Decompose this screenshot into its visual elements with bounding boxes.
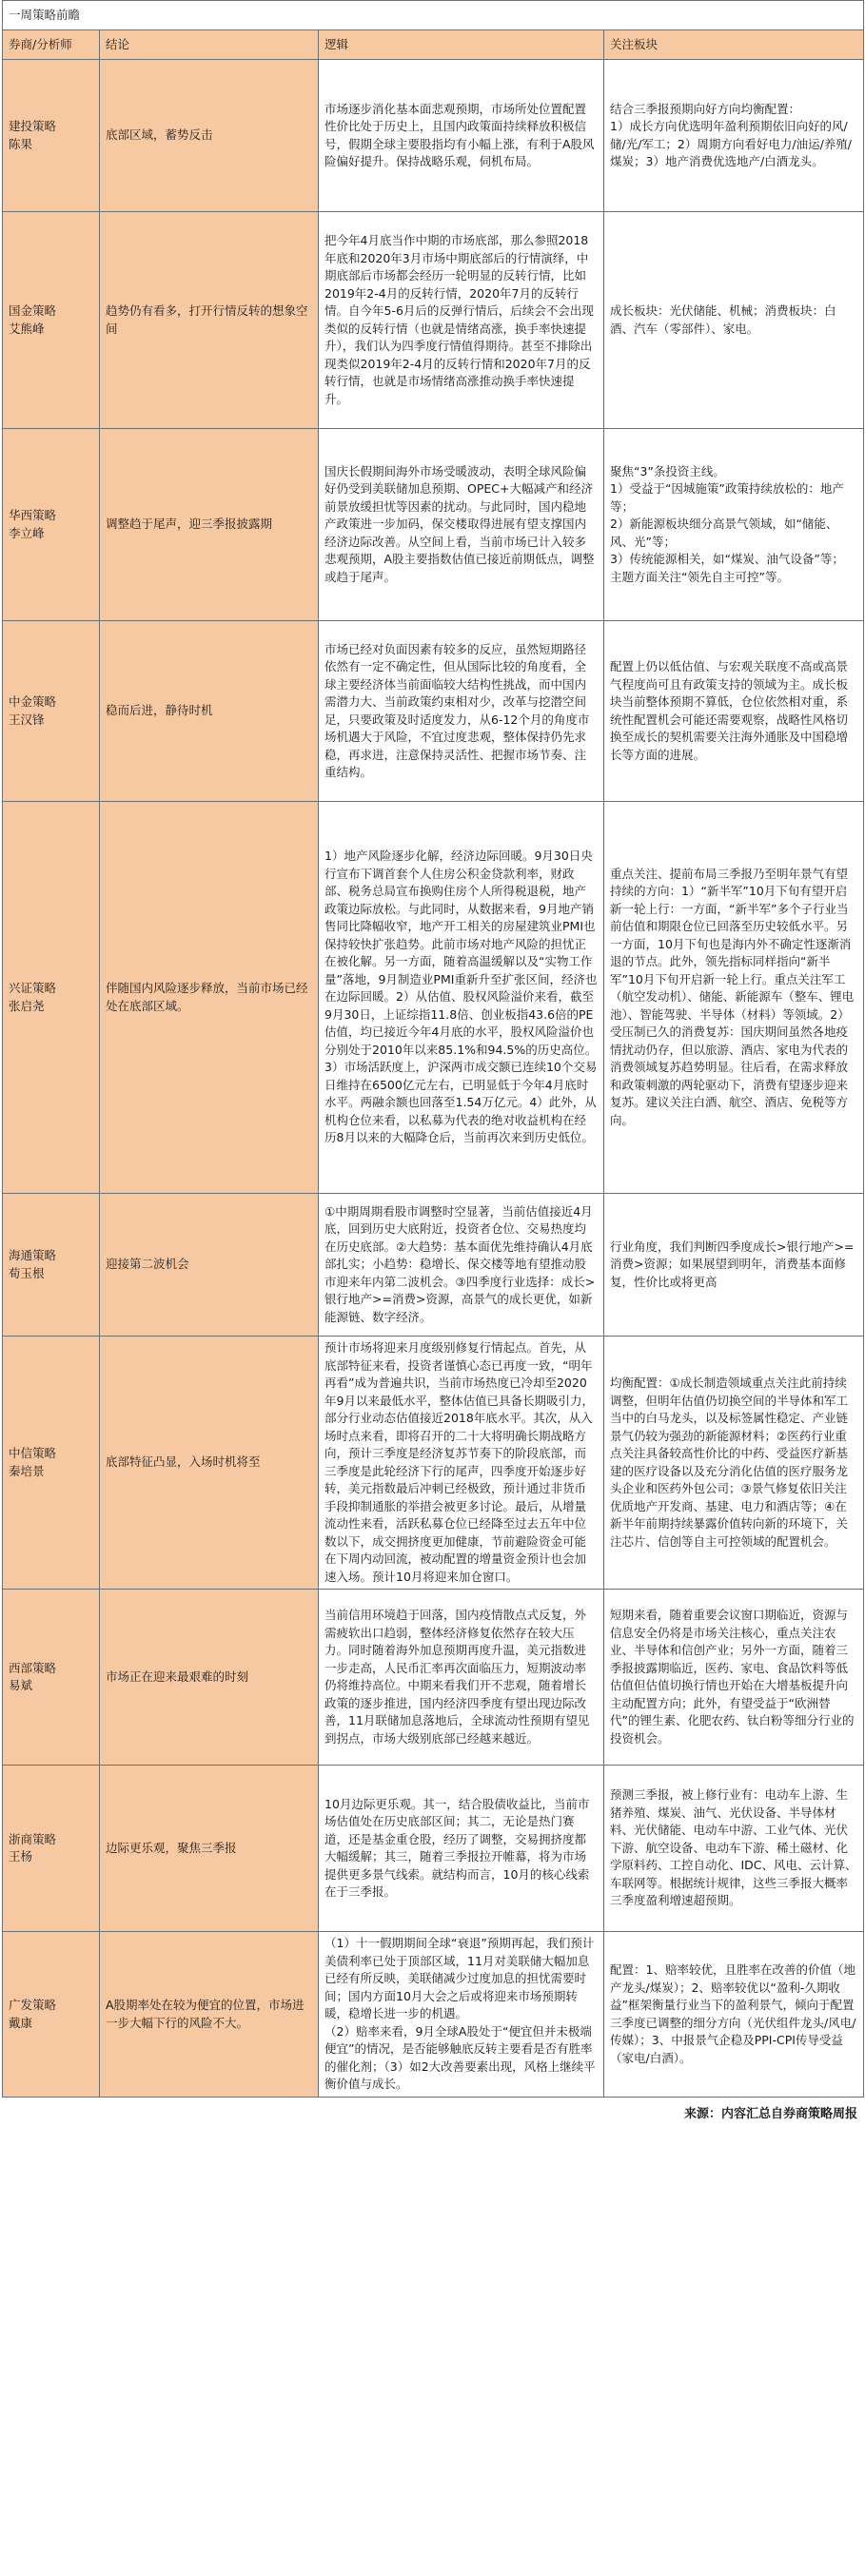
broker-cell	[3, 1766, 100, 1932]
table-row	[3, 1337, 864, 1590]
table-body	[3, 60, 864, 2098]
focus-cell	[604, 60, 864, 212]
focus-cell-text: 聚焦“3”条投资主线。 1）受益于“因城施策”政策持续放松的：地产等； 2）新能源板块细分高景气领域，如“储能、风、光”等； 3）传统能源相关，如“煤炭、油气设备”等； 主题方面关注“领先自主可控”等。	[610, 463, 844, 584]
conclusion-cell	[100, 1337, 319, 1590]
focus-cell-text: 行业角度，我们判断四季度成长>银行地产>=消费>资源；如果展望到明年，消费基本面修复，性价比或将更高	[610, 1239, 855, 1289]
logic-cell-text: ①中期周期看股市调整时空显著，当前估值接近4月底，回到历史大底附近，投资者仓位、交易热度均在历史底部。②大趋势：基本面优先维持确认4月底部扎实；小趋势：稳增长、保交楼等地有望推动股市迎来年内第二波机会。③四季度行业选择：成长>银行地产>=消费>资源，高景气的成长更优，如新能源链、数字经济。	[324, 1203, 596, 1324]
conclusion-cell	[100, 212, 319, 429]
conclusion-cell-text: 伴随国内风险逐步释放，当前市场已经处在底部区域。	[106, 981, 308, 1013]
table-title-row	[3, 1, 864, 30]
broker-cell-text: 中信策略 秦培景	[9, 1446, 57, 1478]
focus-cell	[604, 1932, 864, 2098]
focus-cell	[604, 802, 864, 1194]
table-header-row	[3, 30, 864, 60]
conclusion-cell	[100, 621, 319, 802]
focus-cell-text: 配置：1、赔率较优，且胜率在改善的价值（地产龙头/煤炭）；2、赔率较优以“盈利-久期收益”框架衡量行业当下的盈利景气，倾向于配置三季度已调整的细分方向（光伏组件龙头/风电/传媒）；3、中报景气企稳及PPI-CPI传导受益（家电/白酒）。	[610, 1962, 856, 2065]
logic-cell-text: 1）地产风险逐步化解，经济边际回暖。9月30日央行宣布下调首套个人住房公积金贷款利率，财政部、税务总局宣布换购住房个人所得税退税，地产政策边际放松。与此同时，从数据来看，9月地产销售同比降幅收窄，地产开工相关的房屋建筑业PMI也保持较快扩张趋势。此前市场对地产风险的担忧正在被化解。另一方面，随着高温缓解以及“实物工作量”落地，9月制造业PMI重新升至扩张区间，经济也在边际回暖。2）从估值、股权风险溢价来看，截至9月30日，上证综指11.8倍、创业板指43.6倍的PE估值，均已接近今年4月底的水平，股权风险溢价也分别处于2010年以来85.1%和94.5%的历史高位。3）市场活跃度上，沪深两市成交额已连续10个交易日维持在6500亿元左右，已明显低于今年4月底时水平。两融余额也回落至1.54万亿元。4）此外，从机构仓位来看，以私募为代表的绝对收益机构在经历8月以来的大幅降仓后，当前再次来到历史低位。	[324, 849, 598, 1145]
broker-cell	[3, 1337, 100, 1590]
conclusion-cell-text: 底部特征凸显，入场时机将至	[106, 1454, 261, 1470]
strategy-table	[2, 0, 864, 2098]
logic-cell-text: 国庆长假期间海外市场受暖波动，表明全球风险偏好仍受到美联储加息预期、OPEC+大幅减产和经济前景放缓担忧等因素的扰动。与此同时，国内稳地产政策进一步加码，保交楼取得进展有望支撑国内经济边际改善。从空间上看，当前市场已计入较多悲观预期，A股主要指数估值已接近前期低点，调整或趋于尾声。	[324, 463, 595, 584]
focus-cell-text: 短期来看，随着重要会议窗口期临近，资源与信息安全仍将是市场关注核心，重点关注农业、半导体和信创产业；另外一方面，随着三季报披露期临近，医药、家电、食品饮料等低估值但估值切换行情也开始在大增基板提升向主动配置方向；此外，有望受益于“欧洲替代”的锂生素、化肥农药、钛白粉等细分行业的投资机会。	[610, 1608, 855, 1746]
broker-cell-text: 西部策略 易斌	[9, 1660, 57, 1692]
focus-cell	[604, 621, 864, 802]
table-row	[3, 1932, 864, 2098]
focus-cell-text: 预测三季报，被上修行业有：电动车上游、生猪养殖、煤炭、油气、光伏设备、半导体材料、光伏储能、电动车中游、工业气体、光伏下游、航空设备、电动车下游、稀土磁材、化学原料药、工控自动化、IDC、风电、云计算、车联网等。根据统计规律，这些三季报大概率三季度盈利增速超预期。	[610, 1787, 857, 1908]
logic-cell	[319, 1194, 604, 1337]
broker-cell-text: 海通策略 荀玉根	[9, 1248, 57, 1280]
table-row	[3, 429, 864, 621]
broker-cell	[3, 429, 100, 621]
broker-cell-text: 兴证策略 张启尧	[9, 981, 57, 1013]
broker-cell-text: 国金策略 艾熊峰	[9, 303, 57, 336]
focus-cell	[604, 1194, 864, 1337]
broker-cell-text: 建投策略 陈果	[9, 119, 57, 151]
conclusion-cell-text: 趋势仍有看多，打开行情反转的想象空间	[106, 303, 308, 336]
focus-cell	[604, 212, 864, 429]
conclusion-cell	[100, 1590, 319, 1766]
focus-cell	[604, 429, 864, 621]
table-row	[3, 60, 864, 212]
logic-cell	[319, 212, 604, 429]
table-row	[3, 1590, 864, 1766]
logic-cell	[319, 1337, 604, 1590]
logic-cell	[319, 1590, 604, 1766]
logic-cell	[319, 1932, 604, 2098]
broker-cell-text: 浙商策略 王杨	[9, 1831, 57, 1864]
focus-cell	[604, 1337, 864, 1590]
table-row	[3, 1766, 864, 1932]
logic-cell	[319, 621, 604, 802]
broker-cell	[3, 60, 100, 212]
conclusion-cell-text: 调整趋于尾声，迎三季报披露期	[106, 517, 273, 532]
logic-cell	[319, 802, 604, 1194]
header-logic: 逻辑	[319, 30, 604, 60]
logic-cell-text: 10月边际更乐观。其一，结合股债收益比，当前市场估值处在历史底部区间；其二，无论是热门赛道，还是基金重仓股，经历了调整，交易拥挤度都大幅缓解；其三，随着三季报拉开帷幕，将为市场提供更多景气线索。就结构而言，10月的核心线索在于三季报。	[324, 1796, 590, 1899]
broker-cell	[3, 621, 100, 802]
focus-cell-text: 均衡配置：①成长制造领域重点关注此前持续调整，但明年估值仍切换空间的半导体和军工当中的白马龙头，以及标签属性稳定、产业链景气仍较为强劲的新能源材料；②医药行业重点关注具备较高性价比的中药、受益医疗新基建的医疗设备以及充分消化估值的医疗服务龙头企业和医药外包公司；③景气修复依旧关注优质地产开发商、基建、电力和酒店等；④在新半年前期持续暴露价值转向新的环境下，关注芯片、信创等自主可控领域的配置机会。	[610, 1376, 849, 1549]
broker-cell-text: 中金策略 王汉锋	[9, 694, 57, 727]
conclusion-cell	[100, 1932, 319, 2098]
conclusion-cell	[100, 1194, 319, 1337]
source-note: 来源：内容汇总自券商策略周报	[683, 2107, 857, 2121]
broker-cell-text: 广发策略 戴康	[9, 1998, 57, 2030]
table-row	[3, 802, 864, 1194]
broker-cell	[3, 1590, 100, 1766]
focus-cell-text: 配置上仍以低估值、与宏观关联度不高或高景气程度尚可且有政策支持的领域为主。成长板块当前整体预期不算低，仓位依然相对重，系统性配置机会可能还需要观察，战略性风格切换至成长的契机需要关注海外通胀及中国稳增长等方面的进展。	[610, 659, 849, 762]
conclusion-cell-text: A股期率处在较为便宜的位置，市场进一步大幅下行的风险不大。	[106, 1998, 305, 2030]
logic-cell-text: 把今年4月底当作中期的市场底部，那么参照2018年底和2020年3月市场中期底部后的行情演绎，中期底部后市场都会经历一轮明显的反转行情，比如2019年2-4月的反转行情，2020年7月的反转行情。自今年5-6月后的反弹行情后，后续会不会出现类似的反转行情（也就是情绪高涨，换手率快速提升），我们认为四季度行情值得期待。甚至不排除出现类似2019年2-4月的反转行情和2020年7月的反转行情，也就是市场情绪高涨推动换手率快速提升。	[324, 233, 594, 406]
logic-cell	[319, 60, 604, 212]
header-conclusion: 结论	[100, 30, 319, 60]
focus-cell-text: 结合三季报预期向好方向均衡配置： 1）成长方向优选明年盈利预期依旧向好的风/储/光/军工；2）周期方向看好电力/油运/养殖/煤炭；3）地产消费优选地产/白酒龙头。	[610, 101, 853, 168]
table-title: 一周策略前瞻	[3, 1, 864, 30]
table-row	[3, 212, 864, 429]
conclusion-cell-text: 稳而后进，静待时机	[106, 703, 213, 718]
logic-cell-text: 当前信用环境趋于回落，国内疫情散点式反复，外需疲软出口趋弱，整体经济修复依然存在较大压力。同时随着海外加息预期再度升温，美元指数进一步走高，人民币汇率再次面临压力，短期波动率仍将维持高位。中期来看我们开不悲观，随着增长政策的逐步推进，国内经济四季度有望出现边际改善，11月联储加息落地后，全球流动性预期有望见到拐点，市场大级别底部已经越来越近。	[324, 1608, 590, 1746]
conclusion-cell	[100, 802, 319, 1194]
broker-cell-text: 华西策略 李立峰	[9, 508, 57, 540]
logic-cell-text: （1）十一假期期间全球“衰退”预期再起，我们预计美债利率已处于顶部区域，11月对美联储大幅加息已经有所反映，美联储减少过度加息的担忧需要时间；国内方面10月大会之后或将迎来市场预期转暖，稳增长进一步的机遇。 （2）赔率来看，9月全球A股处于“便宜但并未极端便宜”的情况，是否能够触底反转主要看是否有胜率的催化剂；（3）如2大改善要素出现，风格上继续平衡价值与成长。	[324, 1936, 596, 2092]
focus-cell-text: 成长板块：光伏储能、机械；消费板块：白酒、汽车（零部件）、家电。	[610, 303, 836, 336]
conclusion-cell-text: 底部区域，蓄势反击	[106, 127, 213, 143]
conclusion-cell-text: 迎接第二波机会	[106, 1257, 189, 1272]
header-broker: 券商/分析师	[3, 30, 100, 60]
logic-cell-text: 市场逐步消化基本面悲观预期，市场所处位置配置性价比处于历史上，且国内政策面持续释放积极信号，假期全球主要股指均有小幅上涨，有利于A股风险偏好提升。保持战略乐观，伺机布局。	[324, 101, 595, 168]
conclusion-cell	[100, 429, 319, 621]
table-row	[3, 1194, 864, 1337]
focus-cell-text: 重点关注、提前布局三季报乃至明年景气有望持续的方向：1）“新半军”10月下旬有望开启新一轮上行：一方面，“新半军”多个子行业当前估值和期限仓位已回落至历史较低水平。另一方面，10月下旬也是海内外不确定性逐渐消退的节点。此外，领先指标同样指向“新半军”10月下旬开启新一轮上行。重点关注军工（航空发动机）、储能、新能源车（整车、锂电池）、智能驾驶、半导体（材料）等领域。2）受压制已久的消费复苏：国庆期间虽然各地疫情扰动仍存，但以旅游、酒店、家电为代表的消费领域复苏趋势明显。往后看，在需求释放和政策刺激的两轮驱动下，消费有望逐步迎来复苏。建议关注白酒、航空、酒店、免税等方向。	[610, 866, 855, 1127]
broker-cell	[3, 802, 100, 1194]
logic-cell-text: 预计市场将迎来月度级别修复行情起点。首先，从底部特征来看，投资者谨慎心态已再度一致，“明年再看”成为普遍共识，当前市场热度已冷却至2020年9月以来最低水平，整体估值已具备长期吸引力，部分行业动态估值接近2018年底水平。其次，从入场时点来看，即将召开的二十大将明确长期战略方向，预计三季度是经济复苏节奏下的阶段底部，而三季度是此轮经济下行的尾声，四季度开始逐步好转，美元指数最后冲刺已经极致，预计通过非货币手段抑制通胀的举措会被更多讨论。最后，从增量流动性来看，活跃私募仓位已经降至过去五年中位数以下，成交拥挤度更加健康，节前避险资金可能在下周内动回流，被动配置的增量资金预计也会加速入场。预计10月将迎来加仓窗口。	[324, 1340, 594, 1584]
logic-cell-text: 市场已经对负面因素有较多的反应，虽然短期路径依然有一定不确定性，但从国际比较的角度看，全球主要经济体当前面临较大结构性挑战，而中国内需潜力大、当前政策约束相对少，改革与挖潜空间足，只要政策及时适度发力，从6-12个月的角度市场机遇大于风险，不宜过度悲观，整体保持仍先求稳，再求进，注意保持灵活性、把握市场节奏、注重结构。	[324, 641, 590, 779]
conclusion-cell-text: 边际更乐观，聚焦三季报	[106, 1840, 237, 1855]
conclusion-cell-text: 市场正在迎来最艰难的时刻	[106, 1669, 249, 1684]
focus-cell	[604, 1590, 864, 1766]
broker-cell	[3, 1194, 100, 1337]
conclusion-cell	[100, 60, 319, 212]
table-row	[3, 621, 864, 802]
header-focus: 关注板块	[604, 30, 864, 60]
focus-cell	[604, 1766, 864, 1932]
conclusion-cell	[100, 1766, 319, 1932]
broker-cell	[3, 212, 100, 429]
logic-cell	[319, 429, 604, 621]
logic-cell	[319, 1766, 604, 1932]
broker-cell	[3, 1932, 100, 2098]
